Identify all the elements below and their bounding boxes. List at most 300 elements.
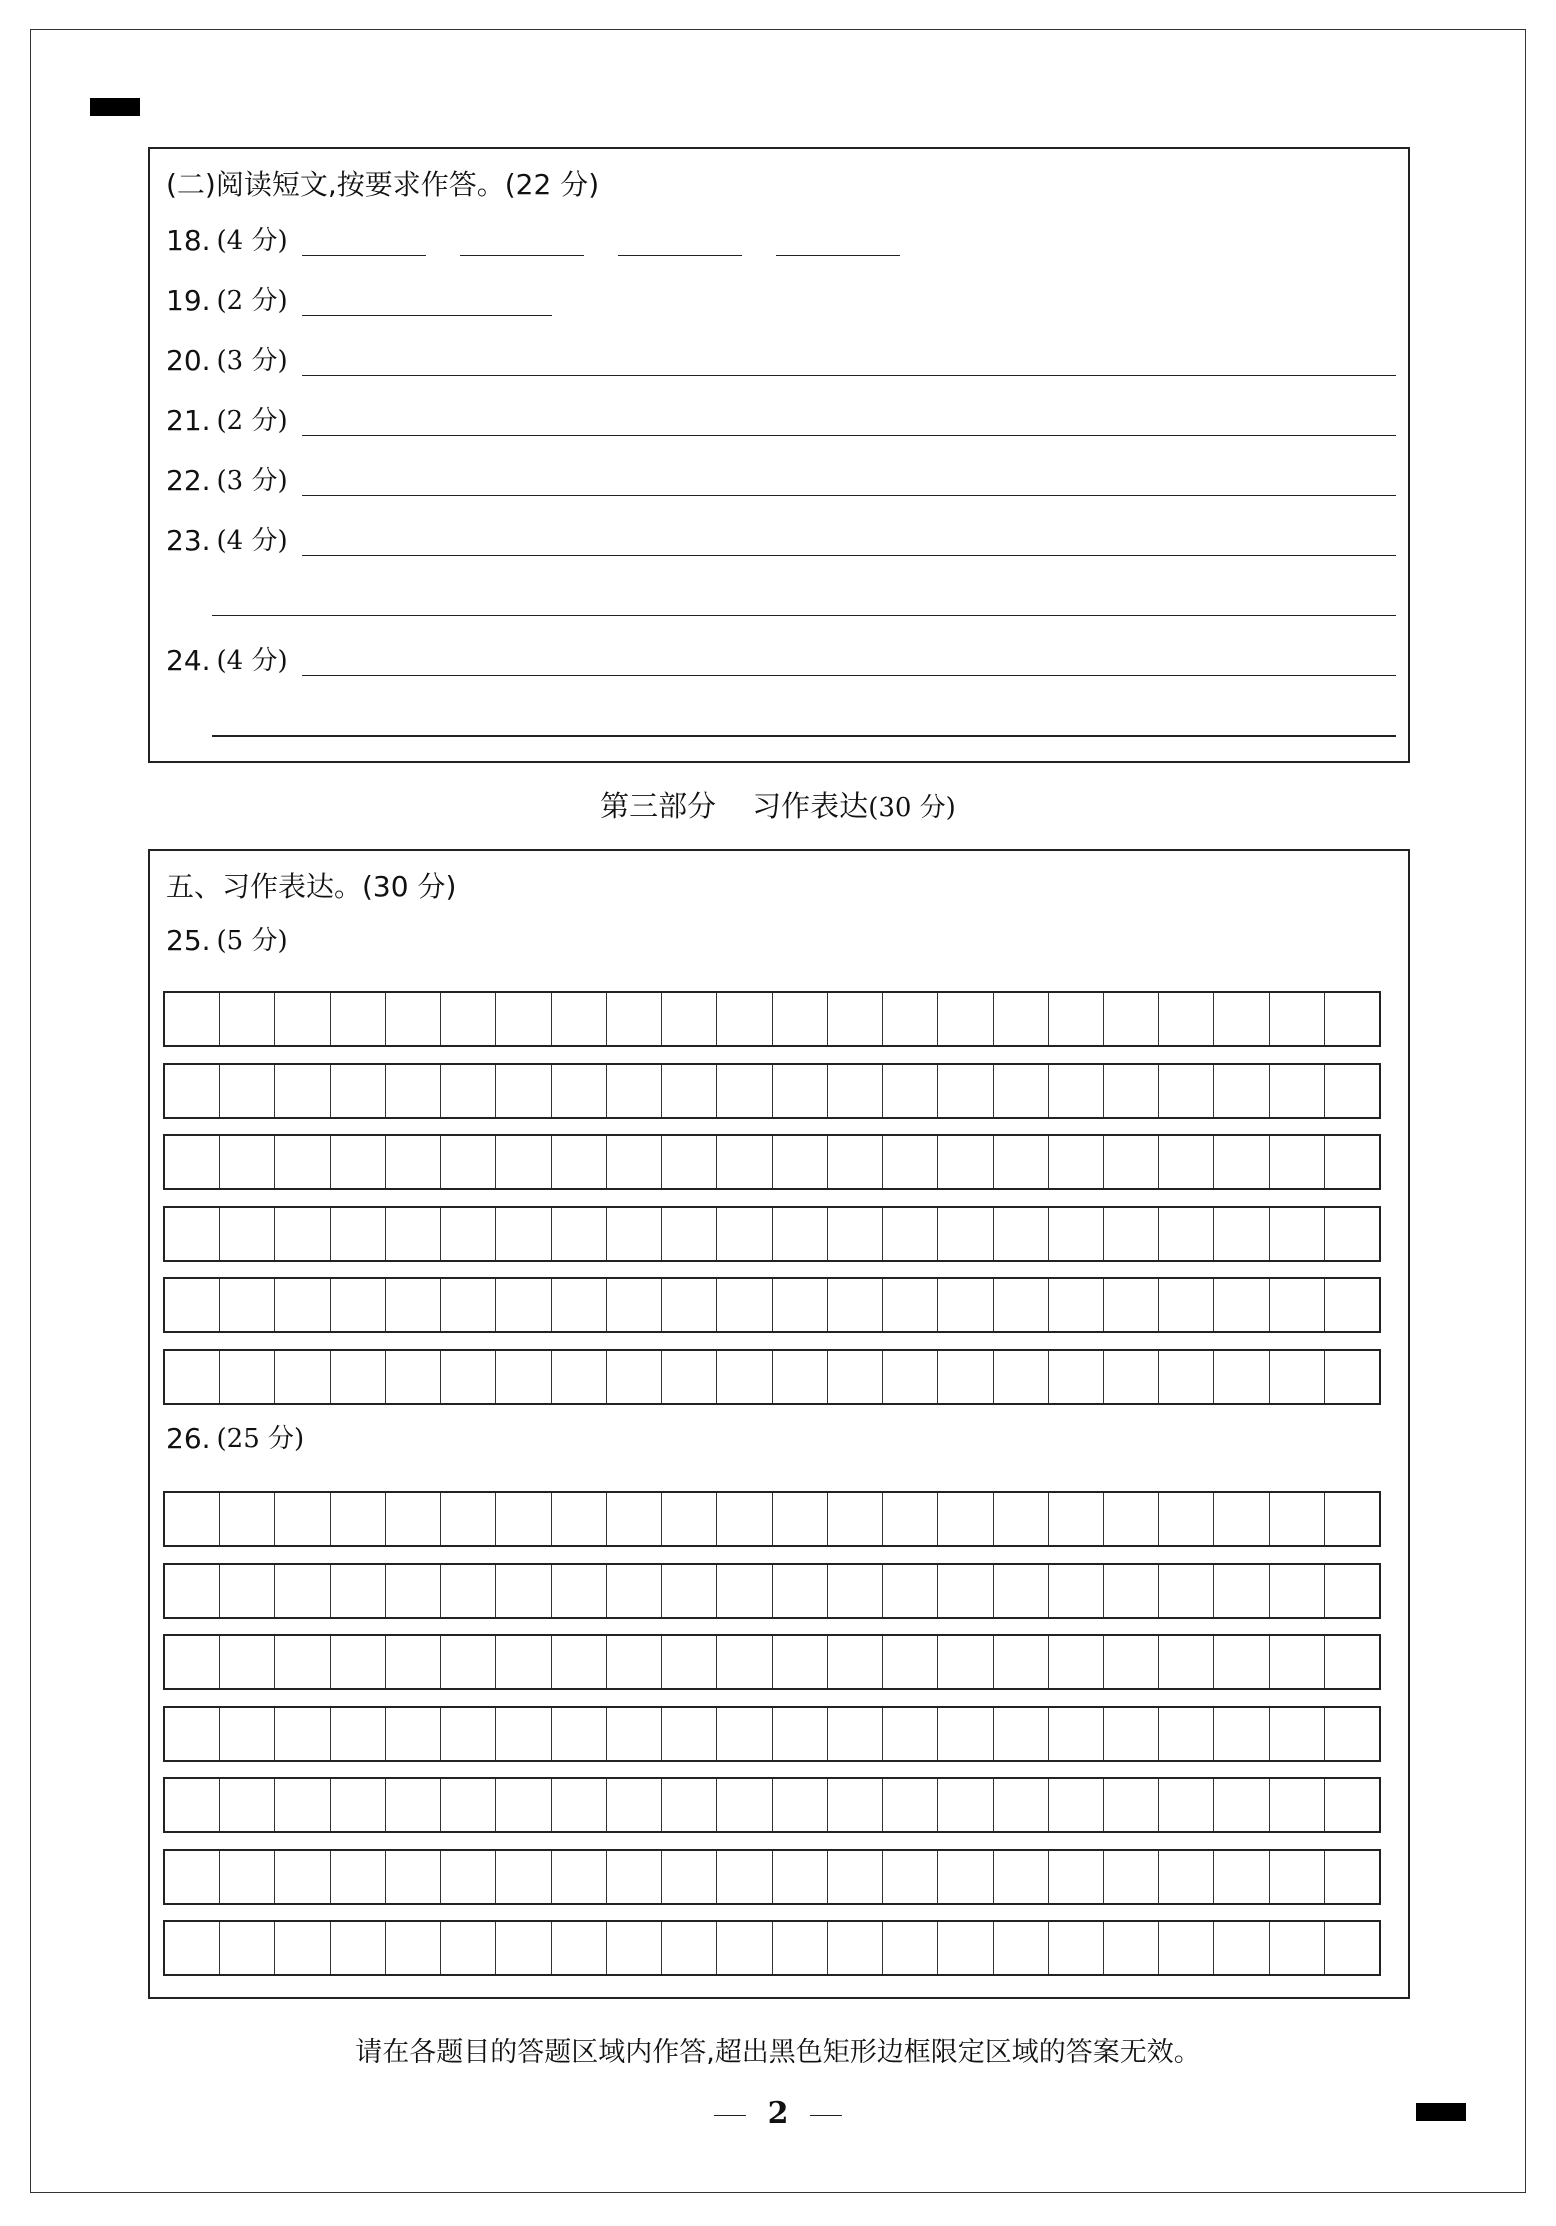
- grid-25-cell[interactable]: [496, 1279, 551, 1331]
- grid-26-cell[interactable]: [275, 1636, 330, 1688]
- grid-26-cell[interactable]: [220, 1779, 275, 1831]
- grid-26-cell[interactable]: [1049, 1851, 1104, 1903]
- grid-25-cell[interactable]: [441, 993, 496, 1045]
- grid-26-cell[interactable]: [1214, 1779, 1269, 1831]
- grid-26-cell[interactable]: [386, 1708, 441, 1760]
- grid-26-cell[interactable]: [275, 1779, 330, 1831]
- grid-26-cell[interactable]: [994, 1708, 1049, 1760]
- grid-25-cell[interactable]: [386, 993, 441, 1045]
- grid-26-cell[interactable]: [1049, 1922, 1104, 1974]
- grid-25-cell[interactable]: [1104, 1279, 1159, 1331]
- grid-25-cell[interactable]: [1214, 1065, 1269, 1117]
- grid-25-cell[interactable]: [331, 1208, 386, 1260]
- grid-26-cell[interactable]: [1325, 1922, 1379, 1974]
- grid-26-cell[interactable]: [386, 1636, 441, 1688]
- grid-26-cell[interactable]: [1049, 1708, 1104, 1760]
- grid-26-cell[interactable]: [165, 1565, 220, 1617]
- grid-26-cell[interactable]: [994, 1565, 1049, 1617]
- grid-26-cell[interactable]: [773, 1493, 828, 1545]
- grid-26-cell[interactable]: [662, 1708, 717, 1760]
- grid-26-cell[interactable]: [938, 1779, 993, 1831]
- answer-blank-18-3[interactable]: [618, 255, 742, 256]
- grid-25-cell[interactable]: [773, 1351, 828, 1403]
- grid-25-cell[interactable]: [828, 1279, 883, 1331]
- grid-25-cell[interactable]: [441, 1208, 496, 1260]
- grid-25-cell[interactable]: [165, 1208, 220, 1260]
- grid-25-cell[interactable]: [1049, 993, 1104, 1045]
- grid-25-cell[interactable]: [1325, 993, 1379, 1045]
- grid-26-cell[interactable]: [331, 1922, 386, 1974]
- grid-26-cell[interactable]: [607, 1708, 662, 1760]
- grid-26-cell[interactable]: [828, 1922, 883, 1974]
- grid-25-cell[interactable]: [552, 1208, 607, 1260]
- answer-line-24-1[interactable]: [302, 675, 1396, 676]
- grid-26-cell[interactable]: [717, 1493, 772, 1545]
- grid-26-cell[interactable]: [1214, 1851, 1269, 1903]
- grid-25-cell[interactable]: [883, 1351, 938, 1403]
- grid-26-cell[interactable]: [1270, 1779, 1325, 1831]
- grid-25-cell[interactable]: [662, 993, 717, 1045]
- grid-26-cell[interactable]: [662, 1493, 717, 1545]
- grid-25-cell[interactable]: [331, 993, 386, 1045]
- grid-26-cell[interactable]: [607, 1851, 662, 1903]
- grid-26-cell[interactable]: [331, 1779, 386, 1831]
- grid-26-cell[interactable]: [938, 1922, 993, 1974]
- grid-26-cell[interactable]: [552, 1922, 607, 1974]
- grid-25-cell[interactable]: [938, 1351, 993, 1403]
- answer-line-23-2[interactable]: [212, 615, 1396, 616]
- grid-25-cell[interactable]: [1270, 1136, 1325, 1188]
- grid-25-cell[interactable]: [220, 1136, 275, 1188]
- grid-26-cell[interactable]: [441, 1851, 496, 1903]
- grid-25-cell[interactable]: [883, 1208, 938, 1260]
- grid-26-cell[interactable]: [1214, 1493, 1269, 1545]
- grid-26-cell[interactable]: [1325, 1493, 1379, 1545]
- grid-25-cell[interactable]: [386, 1279, 441, 1331]
- grid-26-cell[interactable]: [883, 1708, 938, 1760]
- grid-26-cell[interactable]: [275, 1708, 330, 1760]
- grid-25-cell[interactable]: [938, 1279, 993, 1331]
- grid-26-cell[interactable]: [717, 1851, 772, 1903]
- grid-26-cell[interactable]: [441, 1779, 496, 1831]
- grid-26-cell[interactable]: [552, 1493, 607, 1545]
- grid-26-cell[interactable]: [1159, 1922, 1214, 1974]
- grid-26-cell[interactable]: [828, 1493, 883, 1545]
- grid-26-cell[interactable]: [994, 1493, 1049, 1545]
- grid-26-cell[interactable]: [1159, 1636, 1214, 1688]
- grid-26-cell[interactable]: [1325, 1636, 1379, 1688]
- grid-25-cell[interactable]: [1049, 1351, 1104, 1403]
- grid-25-cell[interactable]: [552, 993, 607, 1045]
- grid-25-cell[interactable]: [662, 1136, 717, 1188]
- grid-26-cell[interactable]: [386, 1922, 441, 1974]
- grid-26-cell[interactable]: [1104, 1708, 1159, 1760]
- grid-25-cell[interactable]: [165, 1351, 220, 1403]
- grid-26-cell[interactable]: [938, 1636, 993, 1688]
- grid-26-cell[interactable]: [386, 1493, 441, 1545]
- grid-25-cell[interactable]: [1049, 1065, 1104, 1117]
- grid-25-cell[interactable]: [717, 993, 772, 1045]
- grid-26-cell[interactable]: [883, 1922, 938, 1974]
- grid-26-cell[interactable]: [1270, 1851, 1325, 1903]
- grid-26-cell[interactable]: [1325, 1779, 1379, 1831]
- grid-26-cell[interactable]: [828, 1708, 883, 1760]
- grid-26-cell[interactable]: [938, 1565, 993, 1617]
- grid-25-cell[interactable]: [1270, 1279, 1325, 1331]
- grid-25-cell[interactable]: [220, 1208, 275, 1260]
- grid-25-cell[interactable]: [1159, 1279, 1214, 1331]
- grid-26-cell[interactable]: [1104, 1493, 1159, 1545]
- grid-26-cell[interactable]: [1049, 1493, 1104, 1545]
- grid-26-cell[interactable]: [331, 1493, 386, 1545]
- grid-25-cell[interactable]: [331, 1279, 386, 1331]
- grid-26-cell[interactable]: [331, 1636, 386, 1688]
- answer-blank-18-2[interactable]: [460, 255, 584, 256]
- grid-26-cell[interactable]: [662, 1779, 717, 1831]
- grid-25-cell[interactable]: [828, 1136, 883, 1188]
- grid-25-cell[interactable]: [1214, 1351, 1269, 1403]
- question-25: [166, 921, 288, 961]
- grid-25-cell[interactable]: [883, 1065, 938, 1117]
- grid-26-cell[interactable]: [1104, 1565, 1159, 1617]
- grid-26-cell[interactable]: [496, 1922, 551, 1974]
- grid-25-cell[interactable]: [496, 993, 551, 1045]
- grid-26-cell[interactable]: [1270, 1565, 1325, 1617]
- grid-26-cell[interactable]: [441, 1565, 496, 1617]
- grid-26-cell[interactable]: [275, 1922, 330, 1974]
- grid-25-cell[interactable]: [994, 993, 1049, 1045]
- grid-25-cell[interactable]: [220, 993, 275, 1045]
- grid-26-cell[interactable]: [1159, 1708, 1214, 1760]
- grid-26-cell[interactable]: [1104, 1922, 1159, 1974]
- answer-line-23-1[interactable]: [302, 555, 1396, 556]
- grid-26-cell[interactable]: [441, 1493, 496, 1545]
- answer-blank-18-1[interactable]: [302, 255, 426, 256]
- grid-25-cell[interactable]: [1104, 1351, 1159, 1403]
- grid-26-cell[interactable]: [607, 1779, 662, 1831]
- grid-25-cell[interactable]: [1214, 1208, 1269, 1260]
- grid-25-cell[interactable]: [994, 1136, 1049, 1188]
- grid-25-cell[interactable]: [607, 1208, 662, 1260]
- grid-26-cell[interactable]: [496, 1708, 551, 1760]
- grid-25-cell[interactable]: [994, 1351, 1049, 1403]
- grid-25-cell[interactable]: [1104, 1136, 1159, 1188]
- grid-25-cell[interactable]: [165, 1065, 220, 1117]
- grid-25-cell[interactable]: [994, 1208, 1049, 1260]
- grid-25-cell[interactable]: [717, 1065, 772, 1117]
- grid-25-cell[interactable]: [938, 1208, 993, 1260]
- grid-25-cell[interactable]: [828, 1065, 883, 1117]
- grid-26-cell[interactable]: [607, 1922, 662, 1974]
- grid-26-cell[interactable]: [773, 1922, 828, 1974]
- grid-26-cell[interactable]: [773, 1636, 828, 1688]
- grid-25-cell[interactable]: [773, 1279, 828, 1331]
- grid-26-cell[interactable]: [717, 1636, 772, 1688]
- grid-26-cell[interactable]: [220, 1851, 275, 1903]
- grid-25-cell[interactable]: [938, 1136, 993, 1188]
- grid-26-cell[interactable]: [773, 1779, 828, 1831]
- grid-26-cell[interactable]: [552, 1636, 607, 1688]
- grid-25-cell[interactable]: [1325, 1136, 1379, 1188]
- grid-26-cell[interactable]: [1214, 1708, 1269, 1760]
- grid-26-cell[interactable]: [1159, 1851, 1214, 1903]
- grid-26-cell[interactable]: [1214, 1922, 1269, 1974]
- answer-blank-19[interactable]: [302, 315, 552, 316]
- grid-25-cell[interactable]: [1214, 1279, 1269, 1331]
- grid-26-cell[interactable]: [1159, 1565, 1214, 1617]
- grid-26-cell[interactable]: [331, 1565, 386, 1617]
- grid-26-cell[interactable]: [552, 1708, 607, 1760]
- grid-26-cell[interactable]: [662, 1565, 717, 1617]
- grid-25-cell[interactable]: [1214, 1136, 1269, 1188]
- grid-25-cell[interactable]: [1104, 1065, 1159, 1117]
- grid-25-cell[interactable]: [717, 1208, 772, 1260]
- grid-25-cell[interactable]: [1270, 1351, 1325, 1403]
- grid-25-cell[interactable]: [883, 1279, 938, 1331]
- grid-25-cell[interactable]: [220, 1351, 275, 1403]
- grid-25-cell[interactable]: [717, 1351, 772, 1403]
- grid-25-cell[interactable]: [607, 1279, 662, 1331]
- grid-26-cell[interactable]: [938, 1708, 993, 1760]
- grid-26-cell[interactable]: [662, 1851, 717, 1903]
- grid-25-cell[interactable]: [994, 1279, 1049, 1331]
- grid-25-cell[interactable]: [275, 1351, 330, 1403]
- grid-25-cell[interactable]: [1214, 993, 1269, 1045]
- grid-25-cell[interactable]: [441, 1136, 496, 1188]
- grid-26-cell[interactable]: [1325, 1851, 1379, 1903]
- grid-26-cell[interactable]: [1270, 1922, 1325, 1974]
- grid-25-cell[interactable]: [552, 1136, 607, 1188]
- grid-26-cell[interactable]: [1270, 1493, 1325, 1545]
- grid-25-cell[interactable]: [1159, 1136, 1214, 1188]
- grid-26-cell[interactable]: [496, 1851, 551, 1903]
- grid-25-cell[interactable]: [331, 1351, 386, 1403]
- grid-26-cell[interactable]: [441, 1636, 496, 1688]
- grid-25-cell[interactable]: [220, 1065, 275, 1117]
- grid-26-cell[interactable]: [938, 1851, 993, 1903]
- grid-26-cell[interactable]: [1049, 1779, 1104, 1831]
- grid-25-cell[interactable]: [386, 1136, 441, 1188]
- grid-25-cell[interactable]: [773, 1065, 828, 1117]
- grid-26-cell[interactable]: [1214, 1636, 1269, 1688]
- grid-25-cell[interactable]: [773, 993, 828, 1045]
- grid-26-cell[interactable]: [717, 1708, 772, 1760]
- grid-26-cell[interactable]: [1214, 1565, 1269, 1617]
- grid-25-cell[interactable]: [1104, 993, 1159, 1045]
- grid-25-cell[interactable]: [1159, 1351, 1214, 1403]
- grid-26-cell[interactable]: [496, 1779, 551, 1831]
- grid-26-cell[interactable]: [773, 1851, 828, 1903]
- grid-26-cell[interactable]: [220, 1922, 275, 1974]
- grid-25-cell[interactable]: [1325, 1208, 1379, 1260]
- grid-25-cell[interactable]: [773, 1208, 828, 1260]
- grid-26-cell[interactable]: [883, 1851, 938, 1903]
- grid-26-cell[interactable]: [938, 1493, 993, 1545]
- grid-26-cell[interactable]: [165, 1493, 220, 1545]
- grid-26-cell[interactable]: [1104, 1636, 1159, 1688]
- grid-25-cell[interactable]: [331, 1065, 386, 1117]
- grid-26-cell[interactable]: [662, 1636, 717, 1688]
- grid-25-cell[interactable]: [607, 993, 662, 1045]
- grid-25-cell[interactable]: [717, 1136, 772, 1188]
- grid-25-cell[interactable]: [883, 993, 938, 1045]
- grid-26-cell[interactable]: [773, 1565, 828, 1617]
- grid-26-cell[interactable]: [386, 1565, 441, 1617]
- grid-26-cell[interactable]: [165, 1636, 220, 1688]
- grid-26-cell[interactable]: [883, 1636, 938, 1688]
- grid-25-cell[interactable]: [441, 1065, 496, 1117]
- answer-line-21[interactable]: [302, 435, 1396, 436]
- grid-25-cell[interactable]: [496, 1136, 551, 1188]
- grid-26-cell[interactable]: [275, 1565, 330, 1617]
- grid-25-cell[interactable]: [828, 1351, 883, 1403]
- grid-25-cell[interactable]: [1325, 1351, 1379, 1403]
- grid-25-cell[interactable]: [828, 993, 883, 1045]
- grid-25-cell[interactable]: [552, 1351, 607, 1403]
- grid-26-cell[interactable]: [441, 1708, 496, 1760]
- grid-26-cell[interactable]: [717, 1565, 772, 1617]
- grid-26-cell[interactable]: [552, 1779, 607, 1831]
- grid-25-cell[interactable]: [883, 1136, 938, 1188]
- grid-26-cell[interactable]: [275, 1493, 330, 1545]
- grid-26-cell[interactable]: [275, 1851, 330, 1903]
- grid-25-cell[interactable]: [607, 1136, 662, 1188]
- grid-25-cell[interactable]: [607, 1351, 662, 1403]
- grid-25-cell[interactable]: [165, 993, 220, 1045]
- grid-26-cell[interactable]: [165, 1708, 220, 1760]
- grid-26-cell[interactable]: [994, 1922, 1049, 1974]
- answer-blank-18-4[interactable]: [776, 255, 900, 256]
- grid-26-cell[interactable]: [496, 1565, 551, 1617]
- grid-25-cell[interactable]: [773, 1136, 828, 1188]
- grid-26-cell[interactable]: [828, 1636, 883, 1688]
- answer-line-24-2[interactable]: [212, 735, 1396, 737]
- grid-25-cell[interactable]: [386, 1208, 441, 1260]
- grid-25-cell[interactable]: [496, 1351, 551, 1403]
- grid-26-cell[interactable]: [220, 1708, 275, 1760]
- grid-26-cell[interactable]: [386, 1779, 441, 1831]
- grid-26-cell[interactable]: [662, 1922, 717, 1974]
- grid-26-cell[interactable]: [165, 1922, 220, 1974]
- grid-25-cell[interactable]: [662, 1208, 717, 1260]
- grid-26-cell[interactable]: [994, 1636, 1049, 1688]
- grid-26-cell[interactable]: [165, 1851, 220, 1903]
- grid-26-cell[interactable]: [331, 1708, 386, 1760]
- grid-25-cell[interactable]: [1049, 1279, 1104, 1331]
- corner-mark-top-left: [90, 98, 140, 116]
- grid-25-cell[interactable]: [275, 1136, 330, 1188]
- grid-25-cell[interactable]: [496, 1208, 551, 1260]
- grid-26-cell[interactable]: [552, 1851, 607, 1903]
- grid-25-cell[interactable]: [1104, 1208, 1159, 1260]
- grid-26-cell[interactable]: [1325, 1708, 1379, 1760]
- grid-25-cell[interactable]: [662, 1065, 717, 1117]
- grid-26-cell[interactable]: [1270, 1708, 1325, 1760]
- grid-25-cell[interactable]: [1270, 1208, 1325, 1260]
- grid-26-cell[interactable]: [883, 1565, 938, 1617]
- grid-26-cell[interactable]: [441, 1922, 496, 1974]
- grid-26-cell[interactable]: [994, 1851, 1049, 1903]
- grid-26-cell[interactable]: [773, 1708, 828, 1760]
- grid-26-cell[interactable]: [331, 1851, 386, 1903]
- answer-line-20[interactable]: [302, 375, 1396, 376]
- grid-26-cell[interactable]: [607, 1493, 662, 1545]
- grid-25-cell[interactable]: [275, 1279, 330, 1331]
- grid-26-cell[interactable]: [1159, 1779, 1214, 1831]
- grid-26-cell[interactable]: [1325, 1565, 1379, 1617]
- grid-25-cell[interactable]: [938, 1065, 993, 1117]
- grid-25-cell[interactable]: [717, 1279, 772, 1331]
- grid-26-cell[interactable]: [165, 1779, 220, 1831]
- grid-25-cell[interactable]: [662, 1279, 717, 1331]
- grid-26-cell[interactable]: [1049, 1565, 1104, 1617]
- grid-25-cell[interactable]: [331, 1136, 386, 1188]
- grid-25-cell[interactable]: [275, 1208, 330, 1260]
- grid-25-cell[interactable]: [496, 1065, 551, 1117]
- grid-26-cell[interactable]: [496, 1493, 551, 1545]
- grid-25-cell[interactable]: [441, 1279, 496, 1331]
- grid-25-cell[interactable]: [386, 1351, 441, 1403]
- grid-26-cell[interactable]: [220, 1565, 275, 1617]
- grid-25-cell[interactable]: [275, 1065, 330, 1117]
- grid-26-cell[interactable]: [552, 1565, 607, 1617]
- grid-25-cell[interactable]: [662, 1351, 717, 1403]
- grid-25-cell[interactable]: [1325, 1065, 1379, 1117]
- grid-25-cell[interactable]: [1325, 1279, 1379, 1331]
- grid-26-cell[interactable]: [496, 1636, 551, 1688]
- grid-26-cell[interactable]: [607, 1565, 662, 1617]
- grid-26-cell[interactable]: [828, 1851, 883, 1903]
- grid-25-cell[interactable]: [1159, 1065, 1214, 1117]
- grid-25-cell[interactable]: [994, 1065, 1049, 1117]
- grid-26-cell[interactable]: [1159, 1493, 1214, 1545]
- grid-26-cell[interactable]: [386, 1851, 441, 1903]
- grid-26-cell[interactable]: [717, 1922, 772, 1974]
- grid-25-cell[interactable]: [441, 1351, 496, 1403]
- grid-25-cell[interactable]: [828, 1208, 883, 1260]
- grid-25-cell[interactable]: [165, 1279, 220, 1331]
- grid-25-cell[interactable]: [938, 993, 993, 1045]
- grid-25-cell[interactable]: [552, 1065, 607, 1117]
- grid-25-cell[interactable]: [1049, 1136, 1104, 1188]
- grid-25-cell[interactable]: [1049, 1208, 1104, 1260]
- grid-26-cell[interactable]: [994, 1779, 1049, 1831]
- grid-25-cell[interactable]: [1270, 1065, 1325, 1117]
- grid-26-cell[interactable]: [220, 1493, 275, 1545]
- grid-25-cell[interactable]: [1159, 1208, 1214, 1260]
- grid-26-cell[interactable]: [1270, 1636, 1325, 1688]
- grid-25-cell[interactable]: [607, 1065, 662, 1117]
- grid-26-cell[interactable]: [883, 1493, 938, 1545]
- grid-26-cell[interactable]: [1104, 1851, 1159, 1903]
- grid-25-cell[interactable]: [220, 1279, 275, 1331]
- grid-25-cell[interactable]: [386, 1065, 441, 1117]
- grid-26-cell[interactable]: [717, 1779, 772, 1831]
- grid-26-cell[interactable]: [883, 1779, 938, 1831]
- grid-25-cell[interactable]: [1159, 993, 1214, 1045]
- grid-26-cell[interactable]: [1049, 1636, 1104, 1688]
- grid-26-cell[interactable]: [607, 1636, 662, 1688]
- grid-25-cell[interactable]: [165, 1136, 220, 1188]
- grid-26-cell[interactable]: [828, 1779, 883, 1831]
- answer-line-22[interactable]: [302, 495, 1396, 496]
- grid-26-cell[interactable]: [828, 1565, 883, 1617]
- grid-25-cell[interactable]: [1270, 993, 1325, 1045]
- grid-26-cell[interactable]: [1104, 1779, 1159, 1831]
- grid-26-cell[interactable]: [220, 1636, 275, 1688]
- grid-25-cell[interactable]: [552, 1279, 607, 1331]
- grid-25-cell[interactable]: [275, 993, 330, 1045]
